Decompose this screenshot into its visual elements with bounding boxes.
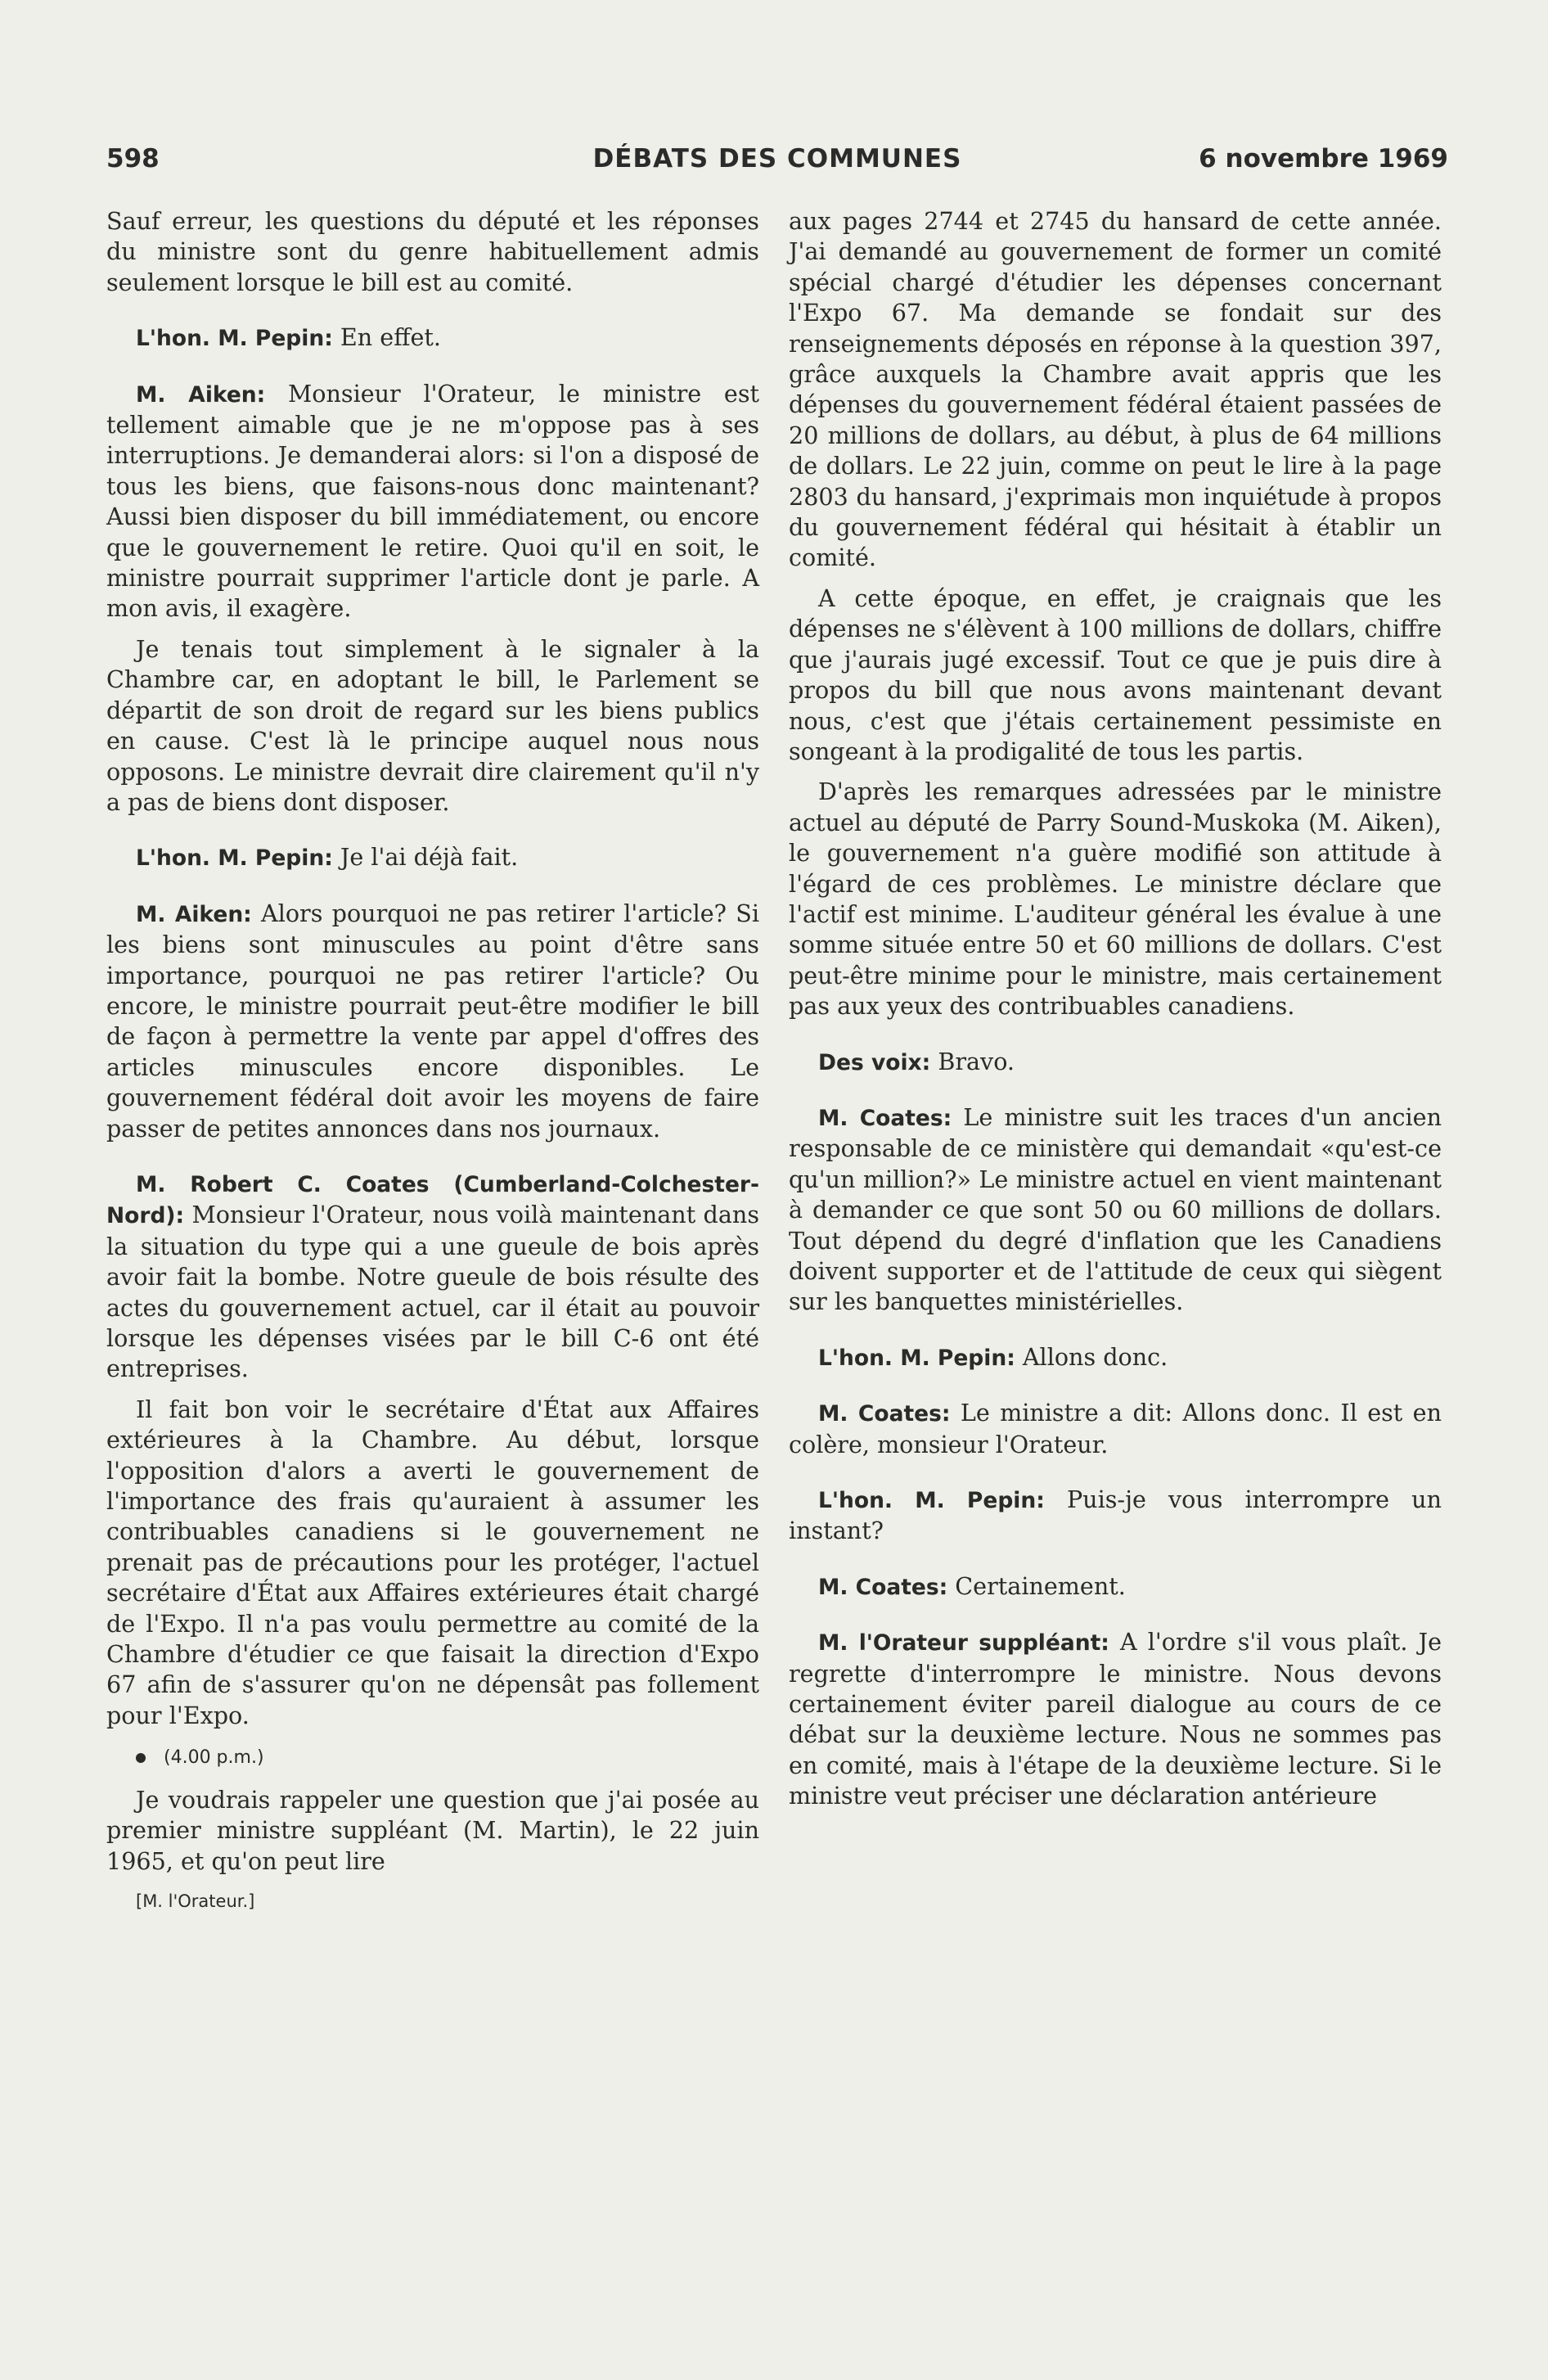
speech <box>789 1485 1442 1547</box>
speech-text: Monsieur l'Orateur, nous voilà maintenant dans la situation du type qui a une gueule de bois après avoir fait la bombe. Notre gueule de bois résulte des actes du gouvernement actuel, car il était au pouvoir lorsque les dépenses visées par le bill C-6 ont été entreprises. <box>106 1201 759 1383</box>
speech-text: Puis-je vous interrompre un instant? <box>789 1485 1442 1545</box>
time-text: (4.00 p.m.) <box>164 1747 264 1769</box>
paragraph: Sauf erreur, les questions du député et les réponses du ministre sont du genre habituellement admis seulement lorsque le bill est au comité. <box>106 207 759 296</box>
page-number: 598 <box>106 144 160 174</box>
speaker-name: L'hon. M. Pepin: <box>136 845 333 872</box>
speaker-name: M. Coates: <box>818 1574 948 1600</box>
paragraph: aux pages 2744 et 2745 du hansard de cette année. J'ai demandé au gouvernement de former un comité spécial chargé d'étudier les dépenses concernant l'Expo 67. Ma demande se fondait sur des renseignements déposés en réponse à la question 397, grâce auxquels la Chambre avait appris que les dépenses du gouvernement fédéral étaient passées de 20 millions de dollars, au début, à plus de 64 millions de dollars. Le 22 juin, comme on peut le lire à la page 2803 du hansard, j'exprimais mon inquiétude à propos du gouvernement fédéral qui hésitait à établir un comité. <box>789 207 1442 572</box>
speech <box>789 1571 1442 1602</box>
speech-text: En effet. <box>332 323 442 352</box>
speaker-name: L'hon. M. Pepin: <box>818 1345 1015 1371</box>
page-date: 6 novembre 1969 <box>1199 144 1448 174</box>
speech-text: Je l'ai déjà fait. <box>332 843 519 872</box>
bullet-icon <box>136 1753 146 1763</box>
speaker-name: Des voix: <box>818 1049 931 1075</box>
footnote: [M. l'Orateur.] <box>136 1891 255 1911</box>
paragraph: Je tenais tout simplement à le signaler à la Chambre car, en adoptant le bill, le Parlement se départit de son droit de regard sur les biens publics en cause. C'est là le principe auquel nous nous opposons. Le ministre devrait dire clairement qu'il n'y a pas de biens dont disposer. <box>106 634 759 816</box>
speech <box>106 379 759 624</box>
right-column <box>789 206 1442 1822</box>
speech <box>106 322 759 354</box>
speech-text: Le ministre suit les traces d'un ancien responsable de ce ministère qui demandait «qu'est-ce qu'un million?» Le ministre actuel en vient maintenant à demander ce que sont 50 ou 60 millions de dollars. Tout dépend du degré d'inflation que les Canadiens doivent supporter et de l'attitude de ceux qui siègent sur les banquettes ministérielles. <box>789 1102 1442 1316</box>
speech-text: Le ministre a dit: Allons donc. Il est en colère, monsieur l'Orateur. <box>789 1399 1442 1458</box>
speech <box>789 1627 1442 1811</box>
speech <box>789 1342 1442 1373</box>
left-column <box>106 206 759 1917</box>
speech-text: Certainement. <box>947 1571 1126 1600</box>
speech <box>106 842 759 873</box>
speaker-name: M. Aiken: <box>136 901 252 927</box>
paragraph: D'après les remarques adressées par le ministre actuel au député de Parry Sound-Muskoka (M. Aiken), le gouvernement n'a guère modifié son attitude à l'égard de ces problèmes. Le ministre déclare que l'actif est minime. L'auditeur général les évalue à une somme située entre 50 et 60 millions de dollars. C'est peut-être minime pour le ministre, mais certainement pas aux yeux des contribuables canadiens. <box>789 778 1442 1021</box>
paragraph: Je voudrais rappeler une question que j'ai posée au premier ministre suppléant (M. Martin), le 22 juin 1965, et qu'on peut lire <box>106 1785 759 1875</box>
speaker-name: L'hon. M. Pepin: <box>136 326 333 352</box>
page-header <box>106 144 1448 182</box>
speech-text: Alors pourquoi ne pas retirer l'article? Si les biens sont minuscules au point d'être sans importance, pourquoi ne pas retirer l'article? Ou encore, le ministre pourrait peut-être modifier le bill de façon à permettre la vente par appel d'offres des articles minuscules encore disponibles. Le gouvernement fédéral doit avoir les moyens de faire passer de petites annonces dans nos journaux. <box>106 899 759 1143</box>
speech <box>789 1398 1442 1460</box>
page-title: DÉBATS DES COMMUNES <box>592 144 962 174</box>
time-marker <box>106 1742 759 1773</box>
paragraph: A cette époque, en effet, je craignais que les dépenses ne s'élèvent à 100 millions de dollars, chiffre que j'aurais jugé excessif. Tout ce que je puis dire à propos du bill que nous avons maintenant devant nous, c'est que j'étais certainement pessimiste en songeant à la prodigalité de tous les partis. <box>789 584 1442 765</box>
speech <box>106 899 759 1144</box>
speech <box>789 1102 1442 1318</box>
speaker-name: M. Coates: <box>818 1105 952 1131</box>
speaker-name: M. l'Orateur suppléant: <box>818 1630 1109 1657</box>
speech-text: A l'ordre s'il vous plaît. Je regrette d'interrompre le ministre. Nous devons certainement éviter pareil dialogue au cours de ce débat sur la deuxième lecture. Nous ne sommes pas en comité, mais à l'étape de la deuxième lecture. Si le ministre veut préciser une déclaration antérieure <box>789 1628 1442 1810</box>
speech-text: Allons donc. <box>1015 1342 1168 1371</box>
paragraph: Il fait bon voir le secrétaire d'État aux Affaires extérieures à la Chambre. Au début, lorsque l'opposition d'alors a averti le gouvernement de l'importance des frais qu'auraient à assumer les contribuables canadiens si le gouvernement ne prenait pas de précautions pour les protéger, l'actuel secrétaire d'État aux Affaires extérieures était chargé de l'Expo. Il n'a pas voulu permettre au comité de la Chambre d'étudier ce que faisait la direction d'Expo 67 afin de s'assurer qu'on ne dépensât pas follement pour l'Expo. <box>106 1395 759 1729</box>
speaker-name: M. Aiken: <box>136 381 266 408</box>
speech-text: Bravo. <box>930 1047 1015 1075</box>
speaker-name: L'hon. M. Pepin: <box>818 1488 1045 1514</box>
speech <box>789 1047 1442 1078</box>
speaker-name: M. Coates: <box>818 1401 951 1427</box>
speaker-name: M. Robert C. Coates (Cumberland-Colchester-Nord): <box>106 1171 759 1229</box>
speech <box>106 1169 759 1385</box>
speech-text: Monsieur l'Orateur, le ministre est tellement aimable que je ne m'oppose pas à ses interruptions. Je demanderai alors: si l'on a disposé de tous les biens, que faisons-nous donc maintenant? Aussi bien disposer du bill immédiatement, ou encore que le gouvernement le retire. Quoi qu'il en soit, le ministre pourrait supprimer l'article dont je parle. A mon avis, il exagère. <box>106 379 759 623</box>
